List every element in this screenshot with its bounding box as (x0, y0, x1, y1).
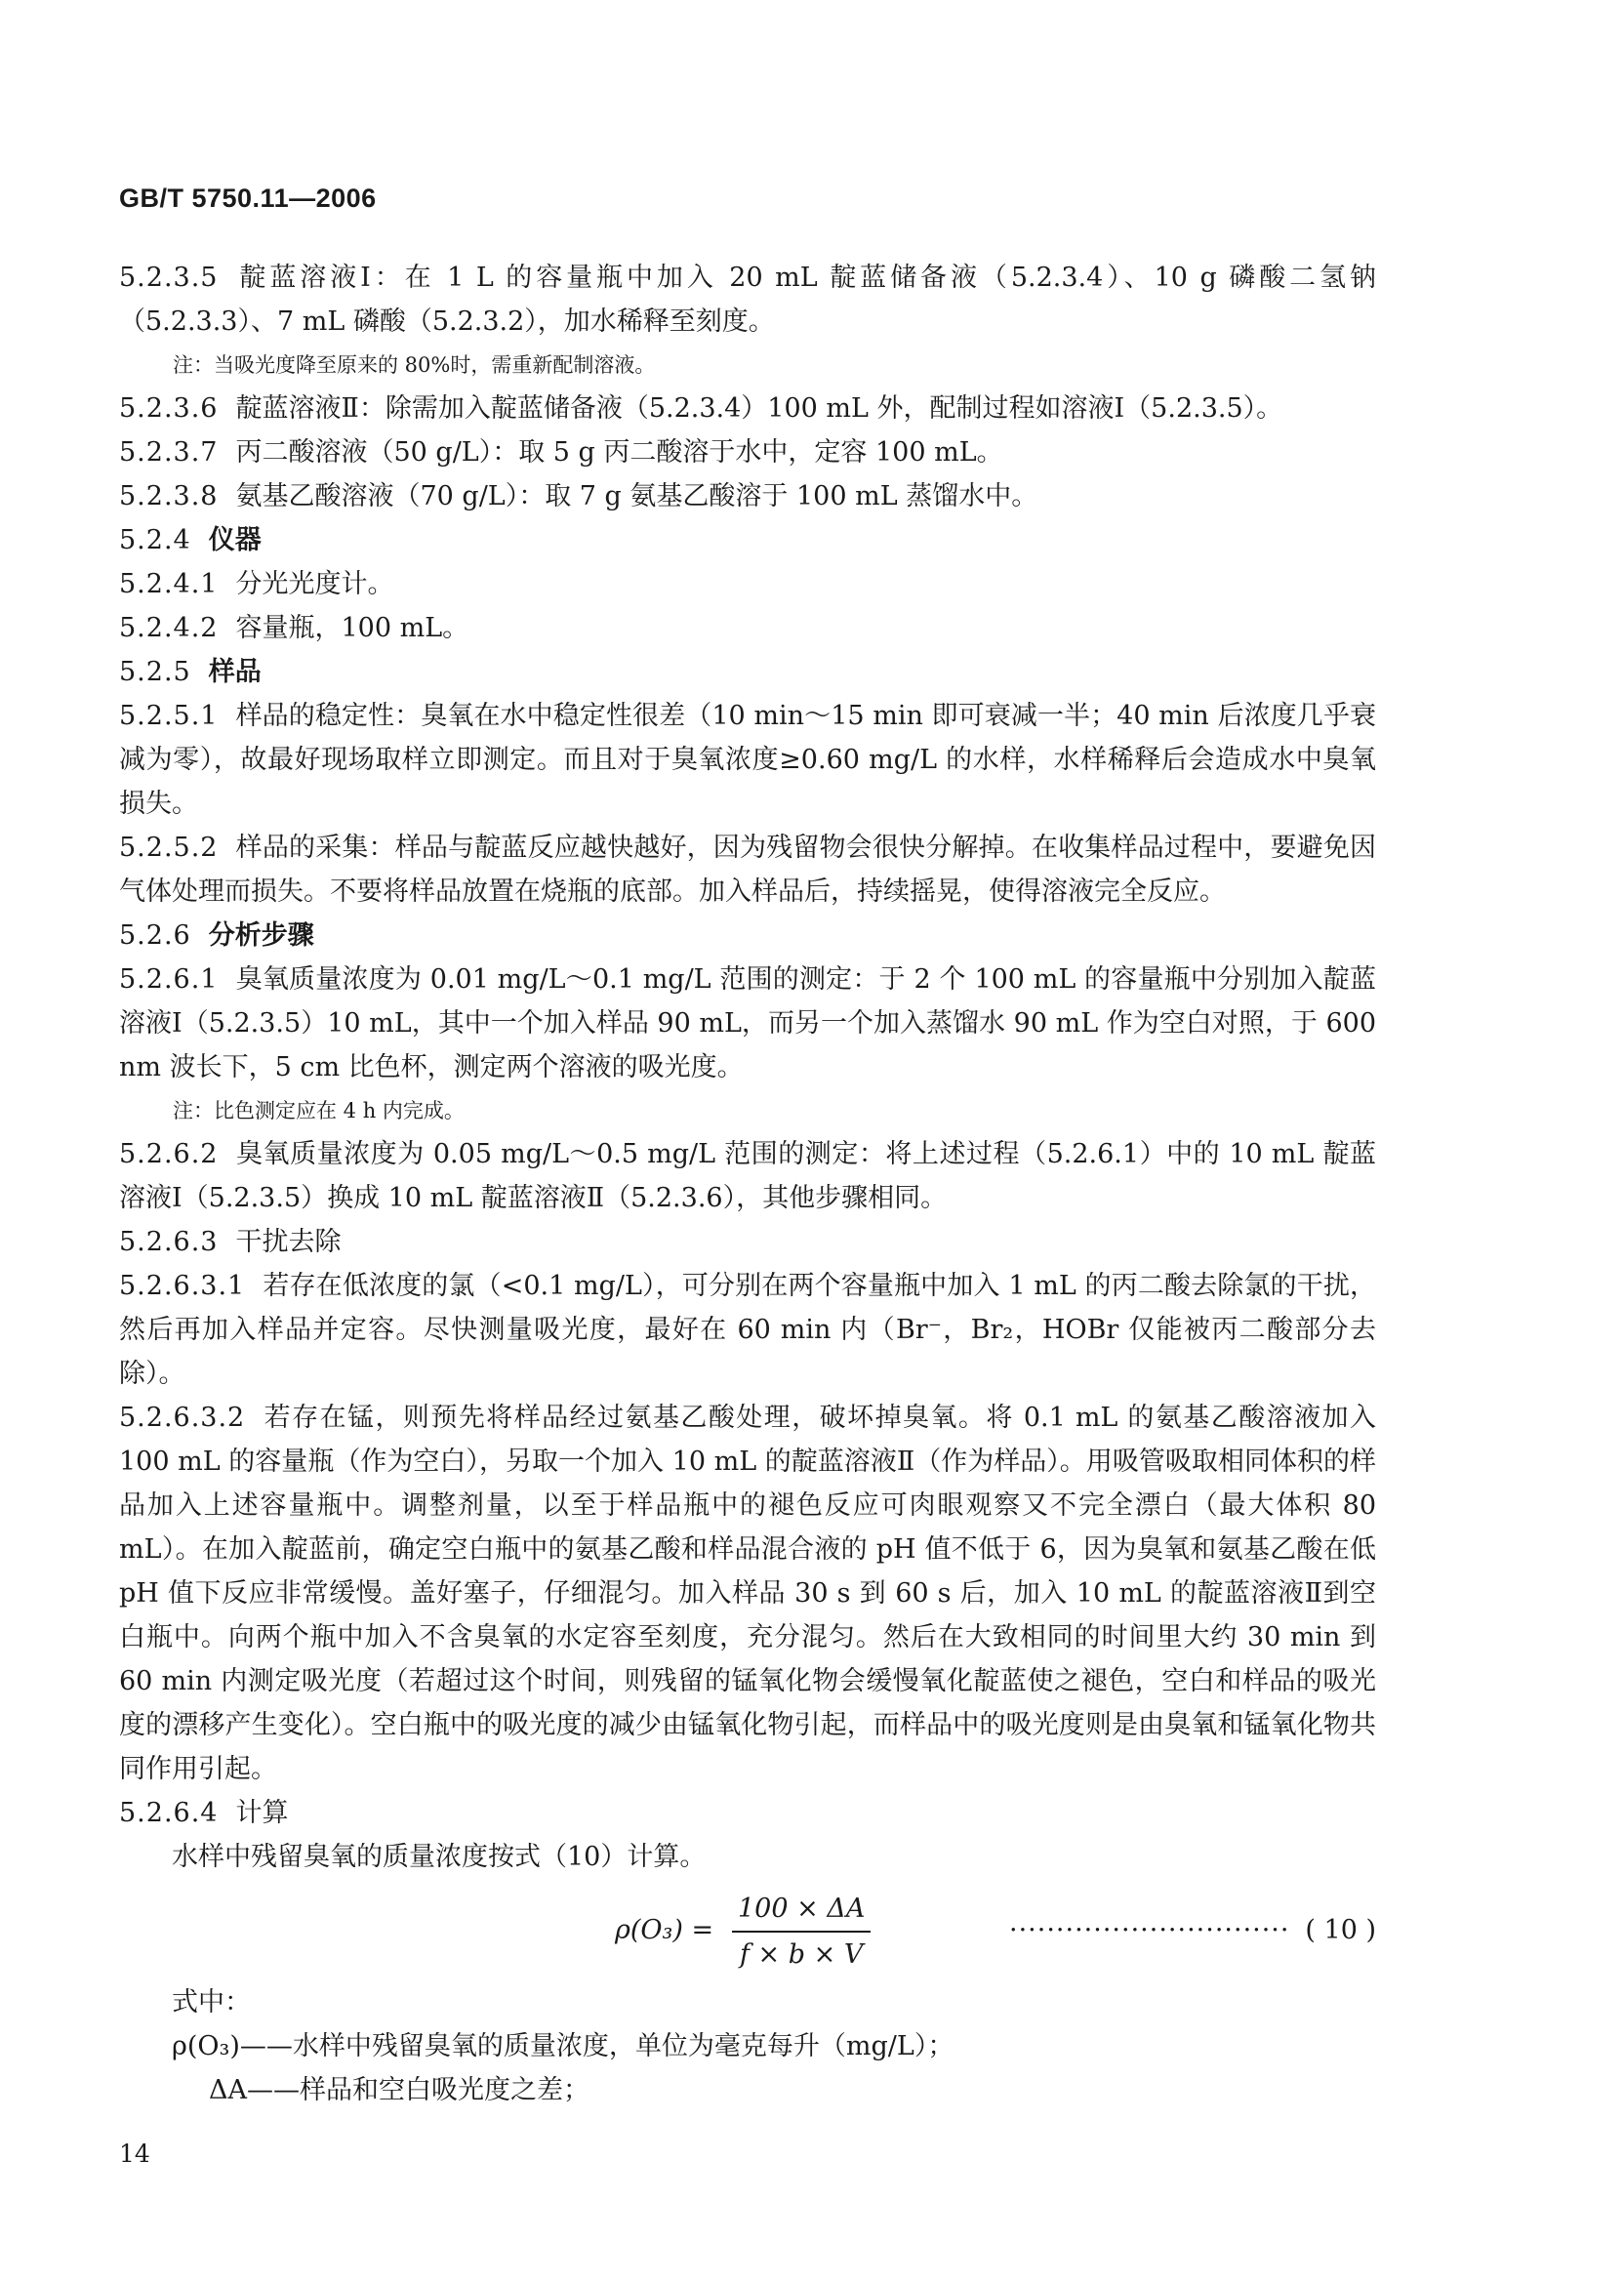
clause-5-2-3-6 (119, 387, 1376, 430)
clause-number: 5.2.6.3 (119, 1227, 219, 1257)
clause-5-2-3-7 (119, 430, 1376, 474)
clause-number: 5.2.5 (119, 657, 191, 687)
clause-number: 5.2.3.8 (119, 481, 219, 511)
clause-5-2-6-3 (119, 1220, 1376, 1264)
note-colorimetry: 注：比色测定应在 4 h 内完成。 (173, 1099, 465, 1122)
clause-number: 5.2.6.1 (119, 964, 219, 995)
formula-lhs: ρ(O₃) = (615, 1915, 714, 1945)
clause-text: 分光光度计。 (235, 569, 394, 599)
clause-text: 干扰去除 (235, 1227, 342, 1257)
clause-number: 5.2.6.3.2 (119, 1403, 246, 1433)
formula-number: ( 10 ) (1305, 1915, 1376, 1945)
clause-text: 计算 (235, 1798, 289, 1828)
clause-text: 若存在锰，则预先将样品经过氨基乙酸处理，破坏掉臭氧。将 0.1 mL 的氨基乙酸溶液加入 100 mL 的容量瓶（作为空白），另取一个加入 10 mL 的靛蓝溶液Ⅱ（作为样品）。用吸管吸取相同体积的样品加入上述容量瓶中。调整剂量，以至于样品瓶中的褪色反应可肉眼观察又不完全漂白（最大体积 80 mL）。在加入靛蓝前，确定空白瓶中的氨基乙酸和样品混合液的 pH 值不低于 6，因为臭氧和氨基乙酸在低 pH 值下反应非常缓慢。盖好塞子，仔细混匀。加入样品 30 s 到 60 s 后，加入 10 mL 的靛蓝溶液Ⅱ到空白瓶中。向两个瓶中加入不含臭氧的水定容至刻度，充分混匀。然后在大致相同的时间里大约 30 min 到 60 min 内测定吸光度（若超过这个时间，则残留的锰氧化物会缓慢氧化靛蓝使之褪色，空白和样品的吸光度的漂移产生变化）。空白瓶中的吸光度的减少由锰氧化物引起，而样品中的吸光度则是由臭氧和锰氧化物共同作用引起。 (119, 1403, 1376, 1784)
formula-leader-dots: ······························ (1009, 1915, 1290, 1945)
clause-number: 5.2.5.2 (119, 833, 219, 863)
clause-text: 靛蓝溶液Ⅱ：除需加入靛蓝储备液（5.2.3.4）100 mL 外，配制过程如溶液Ⅰ（5.2.3.5）。 (235, 393, 1283, 424)
definition-text: 水样中残留臭氧的质量浓度，单位为毫克每升（mg/L）； (292, 2031, 954, 2061)
clause-5-2-4-1 (119, 562, 1376, 606)
clause-number: 5.2.4 (119, 525, 191, 555)
clause-number: 5.2.4.1 (119, 569, 219, 599)
definition-text: 样品和空白吸光度之差； (300, 2075, 589, 2105)
clause-number: 5.2.3.7 (119, 437, 219, 468)
clause-number: 5.2.3.6 (119, 393, 219, 424)
clause-number: 5.2.3.5 (119, 263, 219, 293)
formula-10 (119, 1887, 1376, 1980)
clause-text: 若存在低浓度的氯（<0.1 mg/L），可分别在两个容量瓶中加入 1 mL 的丙二酸去除氯的干扰，然后再加入样品并定容。尽快测量吸光度，最好在 60 min 内（Br⁻，Br₂，HOBr 仅能被丙二酸部分去除）。 (119, 1271, 1376, 1389)
note-absorbance: 注：当吸光度降至原来的 80%时，需重新配制溶液。 (173, 353, 656, 377)
clause-text: 样品的采集：样品与靛蓝反应越快越好，因为残留物会很快分解掉。在收集样品过程中，要避免因气体处理而损失。不要将样品放置在烧瓶的底部。加入样品后，持续摇晃，使得溶液完全反应。 (119, 833, 1376, 907)
clause-text: 容量瓶，100 mL。 (235, 613, 469, 643)
standard-number-header: GB/T 5750.11—2006 (119, 183, 377, 213)
clause-5-2-6-3-1 (119, 1264, 1376, 1396)
clause-5-2-5-1 (119, 694, 1376, 826)
clause-text: 丙二酸溶液（50 g/L）：取 5 g 丙二酸溶于水中，定容 100 mL。 (235, 437, 1003, 468)
heading-5-2-4 (119, 518, 1376, 562)
clause-5-2-3-5 (119, 256, 1376, 344)
clause-5-2-6-2 (119, 1132, 1376, 1220)
clause-5-2-6-1 (119, 958, 1376, 1089)
clause-text: 臭氧质量浓度为 0.05 mg/L～0.5 mg/L 范围的测定：将上述过程（5.2.6.1）中的 10 mL 靛蓝溶液Ⅰ（5.2.3.5）换成 10 mL 靛蓝溶液Ⅱ（5.2.3.6），其他步骤相同。 (119, 1139, 1376, 1213)
definition-delta-a (119, 2068, 1376, 2112)
page-number: 14 (119, 2140, 150, 2168)
clause-number: 5.2.6 (119, 920, 191, 951)
formula-fraction (732, 1887, 871, 1977)
heading-text: 样品 (208, 657, 262, 687)
clause-number: 5.2.6.2 (119, 1139, 219, 1169)
formula-denominator: f × b × V (732, 1931, 871, 1977)
clause-5-2-3-8 (119, 474, 1376, 518)
where-label: 式中： (172, 1987, 251, 2018)
heading-text: 分析步骤 (208, 920, 314, 951)
clause-number: 5.2.6.3.1 (119, 1271, 246, 1301)
clause-5-2-5-2 (119, 826, 1376, 914)
document-body (119, 256, 1376, 2112)
definition-symbol: ρ(O₃)—— (172, 2031, 293, 2061)
clause-text: 臭氧质量浓度为 0.01 mg/L～0.1 mg/L 范围的测定：于 2 个 100 mL 的容量瓶中分别加入靛蓝溶液Ⅰ（5.2.3.5）10 mL，其中一个加入样品 90 mL，而另一个加入蒸馏水 90 mL 作为空白对照，于 600 nm 波长下，5 cm 比色杯，测定两个溶液的吸光度。 (119, 964, 1376, 1082)
heading-text: 仪器 (208, 525, 262, 555)
clause-number: 5.2.4.2 (119, 613, 219, 643)
clause-text: 氨基乙酸溶液（70 g/L）：取 7 g 氨基乙酸溶于 100 mL 蒸馏水中。 (235, 481, 1038, 511)
clause-number: 5.2.5.1 (119, 701, 219, 731)
clause-text: 样品的稳定性：臭氧在水中稳定性很差（10 min～15 min 即可衰减一半；40 min 后浓度几乎衰减为零），故最好现场取样立即测定。而且对于臭氧浓度≥0.60 mg/L 的水样，水样稀释后会造成水中臭氧损失。 (119, 701, 1376, 819)
definition-rho (119, 2024, 1376, 2068)
definition-symbol: ΔA—— (209, 2075, 300, 2105)
heading-5-2-6 (119, 914, 1376, 958)
clause-text: 靛蓝溶液Ⅰ：在 1 L 的容量瓶中加入 20 mL 靛蓝储备液（5.2.3.4）、10 g 磷酸二氢钠（5.2.3.3）、7 mL 磷酸（5.2.3.2），加水稀释至刻度。 (119, 263, 1376, 337)
clause-5-2-6-4 (119, 1791, 1376, 1835)
heading-5-2-5 (119, 650, 1376, 694)
clause-number: 5.2.6.4 (119, 1798, 219, 1828)
clause-5-2-6-3-2 (119, 1396, 1376, 1791)
clause-5-2-4-2 (119, 606, 1376, 650)
formula-numerator: 100 × ΔA (738, 1894, 866, 1924)
calculation-intro: 水样中残留臭氧的质量浓度按式（10）计算。 (172, 1842, 707, 1872)
